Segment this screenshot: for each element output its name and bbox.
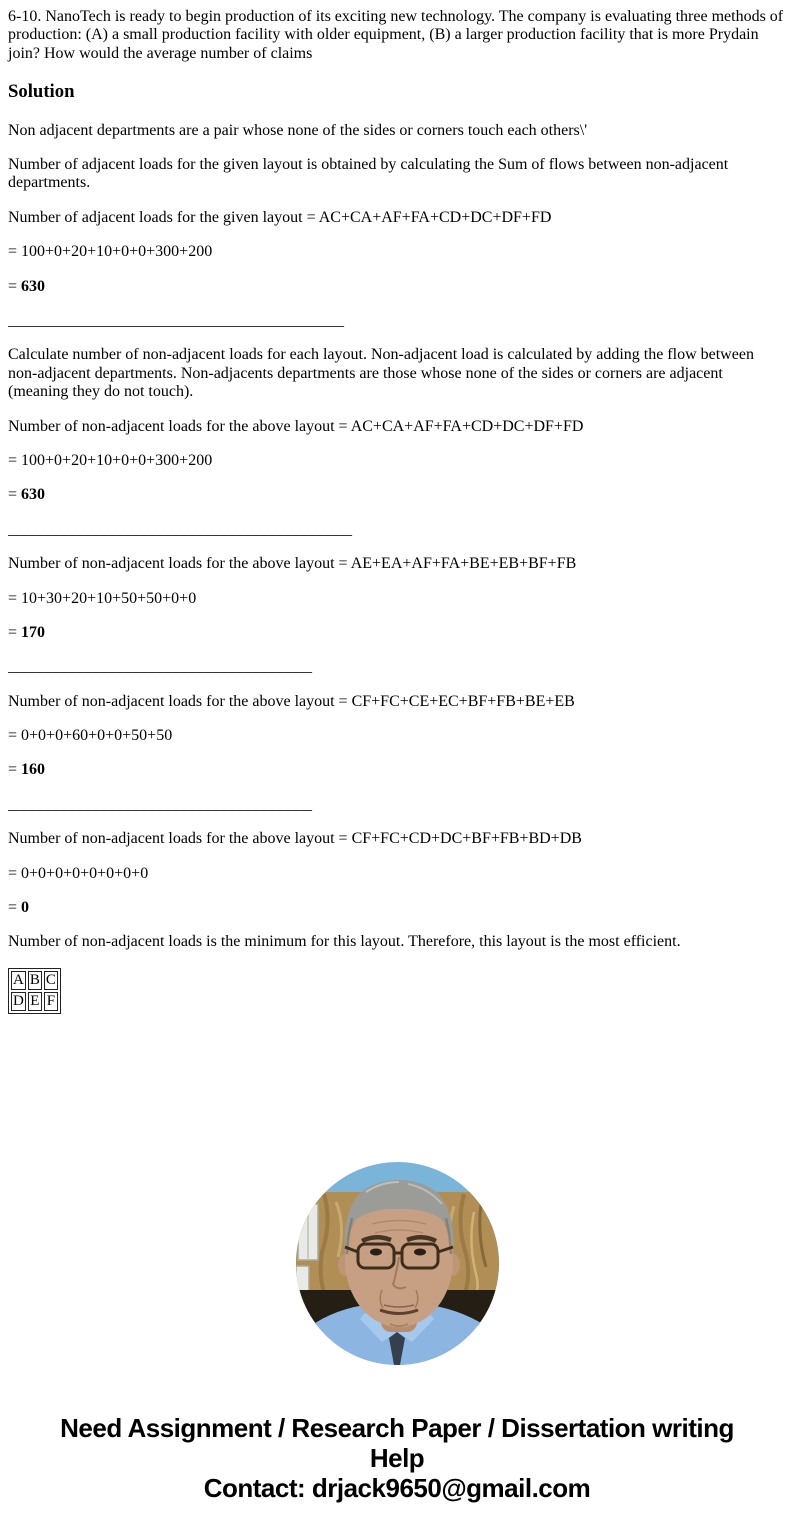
grid-cell-c: C [45,971,56,988]
result-value: 170 [21,623,46,641]
result-line-layout3 [8,761,786,779]
result-line-layout1 [8,486,786,504]
grid-cell-d: D [13,992,24,1009]
method-paragraph: Number of adjacent loads for the given layout is obtained by calculating the Sum of flows between non-adjacent departments. [8,156,729,192]
footer-heading: Need Assignment / Research Paper / Dissertation writing Help [60,1412,734,1473]
equals-sign: = [8,623,22,641]
solution-content [8,8,786,1014]
section-divider: ___________________________________________ [8,520,352,538]
calculate-paragraph: Calculate number of non-adjacent loads for each layout. Non-adjacent load is calculated by adding the flow between non-adjacent departments. Non-adjacents departments are those whose none of the sides or corners are adjacent (meaning they do not touch). [8,346,754,401]
grid-cell-a: A [13,971,24,988]
calc-line-layout2: = 10+30+20+10+50+50+0+0 [8,589,197,607]
section-divider: ______________________________________ [8,658,312,676]
result-value: 0 [21,899,30,917]
result-value: 160 [21,761,46,779]
grid-cell-e: E [28,992,42,1011]
intro-paragraph: 6-10. NanoTech is ready to begin production of its exciting new technology. The company is evaluating three methods of production: (A) a small production facility with older equipment, (B) a larger production facility that is more Prydain join? How would the average number of claims [8,8,784,62]
formula-line-layout1: Number of non-adjacent loads for the above layout = AC+CA+AF+FA+CD+DC+DF+FD [8,417,584,435]
definition-paragraph: Non adjacent departments are a pair whose none of the sides or corners touch each others\' [8,121,588,139]
result-line-given [8,278,786,296]
formula-line-given: Number of adjacent loads for the given layout = AC+CA+AF+FA+CD+DC+DF+FD [8,208,552,226]
equals-sign: = [8,486,22,504]
department-layout-grid [8,968,61,1014]
footer-banner [8,1413,786,1503]
result-value: 630 [21,277,46,295]
solution-heading: Solution [8,81,75,103]
footer-contact-email: Contact: drjack9650@gmail.com [203,1472,591,1503]
result-line-layout4 [8,899,786,917]
section-divider: ______________________________________ [8,795,312,813]
calc-line-layout3: = 0+0+0+60+0+0+50+50 [8,727,173,745]
equals-sign: = [8,899,22,917]
formula-line-layout3: Number of non-adjacent loads for the above layout = CF+FC+CE+EC+BF+FB+BE+EB [8,692,575,710]
equals-sign: = [8,277,22,295]
grid-row [11,971,58,990]
calc-line-layout1: = 100+0+20+10+0+0+300+200 [8,451,213,469]
grid-cell-b: B [29,971,40,988]
instructor-photo [296,1162,499,1365]
grid-cell-f: F [44,992,58,1011]
result-value: 630 [21,486,46,504]
formula-line-layout2: Number of non-adjacent loads for the above layout = AE+EA+AF+FA+BE+EB+BF+FB [8,555,577,573]
formula-line-layout4: Number of non-adjacent loads for the above layout = CF+FC+CD+DC+BF+FB+BD+DB [8,830,582,848]
grid-row [11,992,58,1011]
conclusion-paragraph: Number of non-adjacent loads is the minimum for this layout. Therefore, this layout is the most efficient. [8,933,681,951]
section-divider: __________________________________________ [8,312,344,330]
equals-sign: = [8,761,22,779]
avatar-container [8,1162,786,1365]
calc-line-layout4: = 0+0+0+0+0+0+0+0 [8,864,149,882]
result-line-layout2 [8,624,786,642]
calc-line-given: = 100+0+20+10+0+0+300+200 [8,243,213,261]
